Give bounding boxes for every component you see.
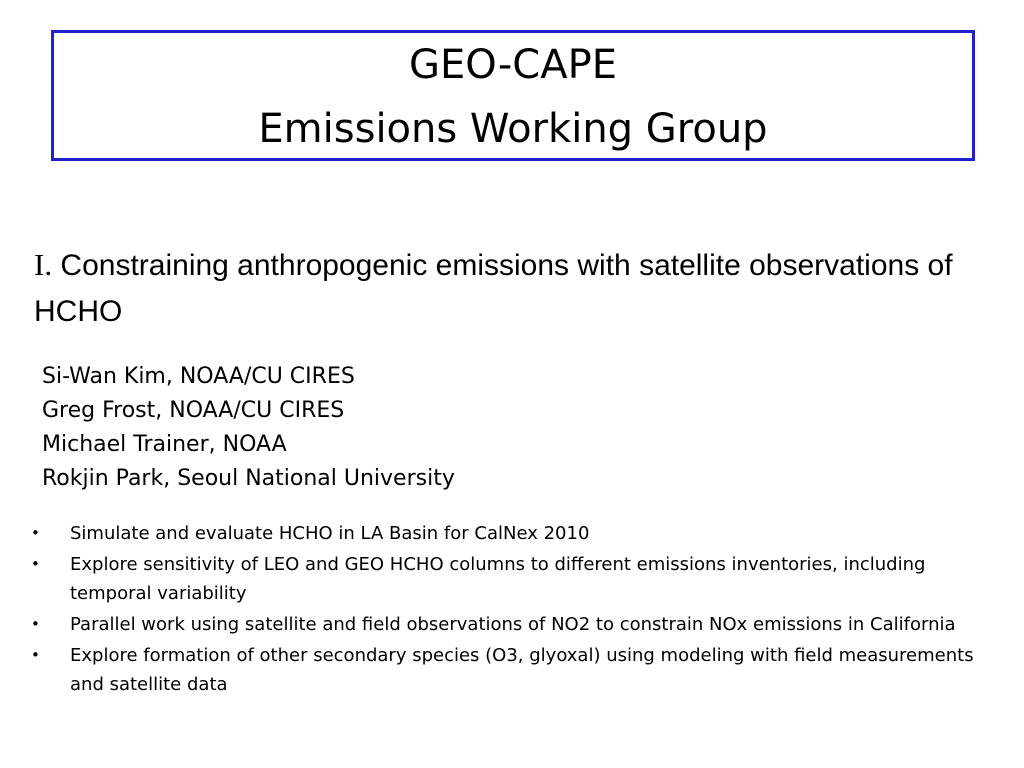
author-list [42,360,455,496]
bullet-icon: • [31,646,40,664]
bullet-text: Explore formation of other secondary species (O3, glyoxal) using modeling with field measurements and satellite data [70,645,974,695]
bullet-item [28,641,978,699]
section-subtitle [34,242,994,335]
bullet-icon: • [31,555,40,573]
bullet-item [28,550,978,608]
bullet-text: Simulate and evaluate HCHO in LA Basin for CalNex 2010 [70,523,590,544]
author-item: Greg Frost, NOAA/CU CIRES [42,398,345,423]
bullet-list [28,519,978,701]
bullet-text: Explore sensitivity of LEO and GEO HCHO columns to different emissions inventories, including temporal variability [70,554,926,604]
section-subtitle-text: Constraining anthropogenic emissions with satellite observations of HCHO [34,249,953,328]
bullet-icon: • [31,615,40,633]
title-box [51,30,975,161]
section-numeral: I. [34,247,53,282]
title-line-2: Emissions Working Group [258,106,768,152]
author-item: Rokjin Park, Seoul National University [42,466,455,491]
author-item: Michael Trainer, NOAA [42,432,287,457]
bullet-icon: • [31,524,40,542]
bullet-item [28,610,978,639]
author-item: Si-Wan Kim, NOAA/CU CIRES [42,364,355,389]
title-line-1: GEO-CAPE [409,42,617,88]
bullet-text: Parallel work using satellite and field observations of NO2 to constrain NOx emissions in California [70,614,956,635]
bullet-item [28,519,978,548]
